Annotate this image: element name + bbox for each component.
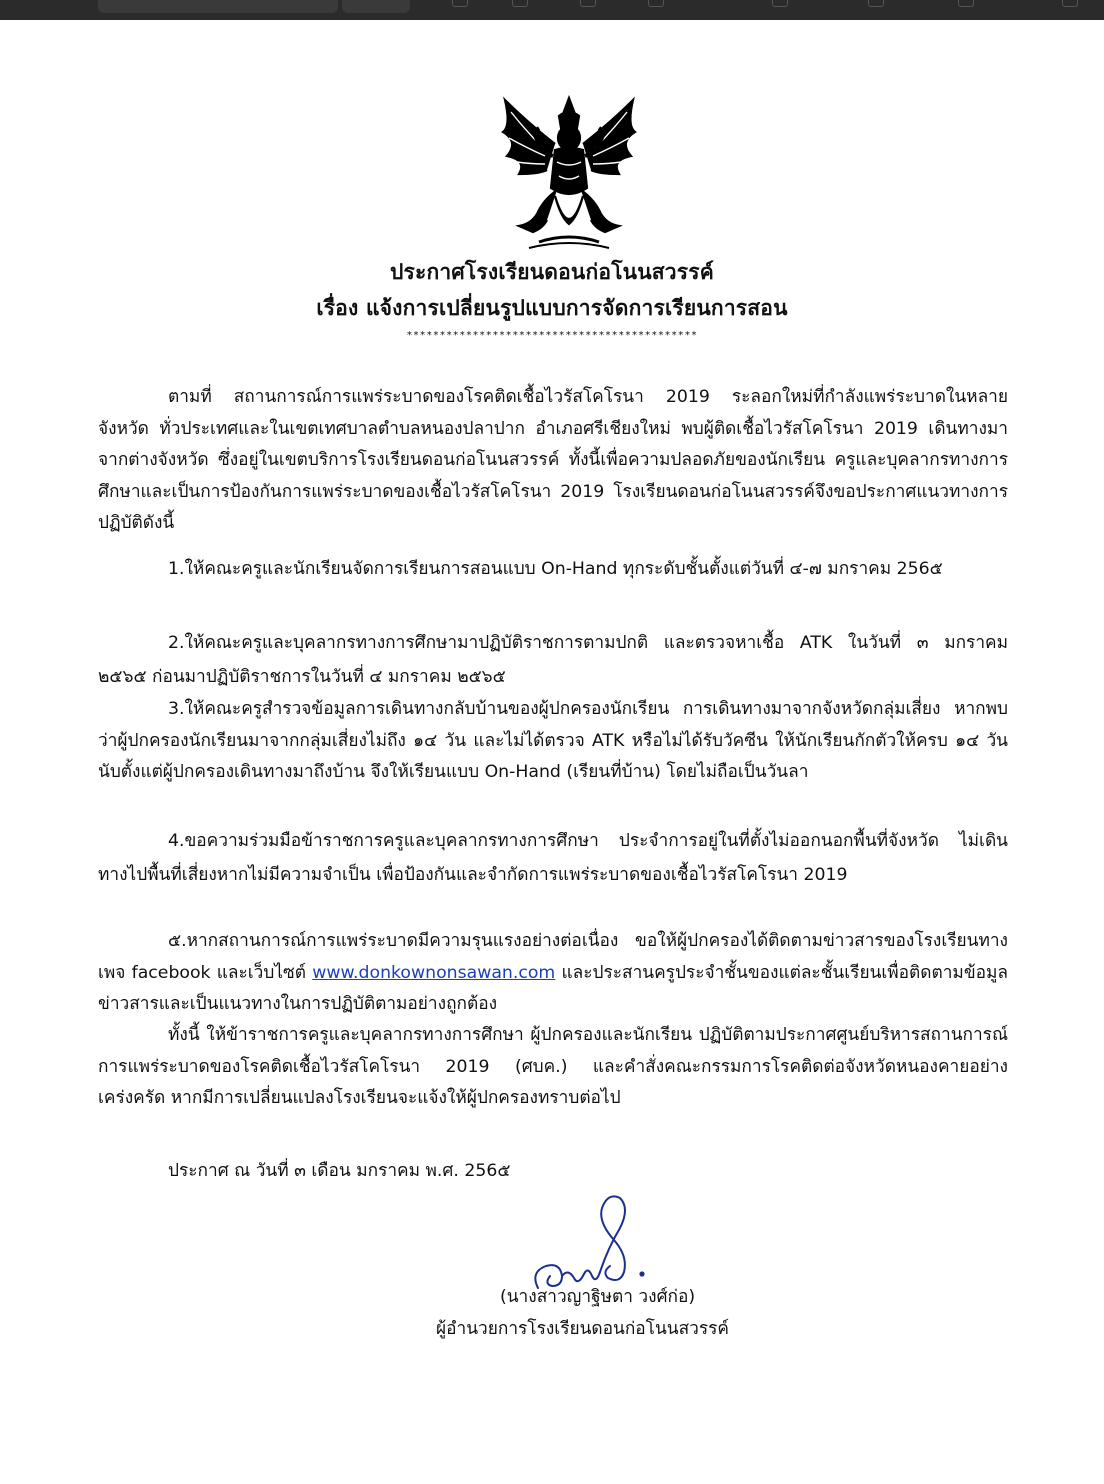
item-2 — [98, 626, 1008, 694]
toolbar-icon[interactable] — [772, 0, 788, 7]
signer-position: ผู้อำนวยการโรงเรียนดอนก่อโนนสวรรค์ — [436, 1319, 729, 1339]
document-title: ประกาศโรงเรียนดอนก่อโนนสวรรค์ — [390, 260, 714, 284]
toolbar-icon[interactable] — [648, 0, 664, 7]
item-5-text — [98, 926, 1008, 1021]
viewer-toolbar — [0, 0, 1104, 20]
toolbar-icon[interactable] — [580, 0, 596, 7]
document-subject: เรื่อง แจ้งการเปลี่ยนรูปแบบการจัดการเรียนการสอน — [316, 296, 788, 320]
announcement-date: ประกาศ ณ วันที่ ๓ เดือน มกราคม พ.ศ. 256๕ — [168, 1161, 511, 1181]
document-body — [98, 382, 1008, 540]
intro-paragraph: ตามที่ สถานการณ์การแพร่ระบาดของโรคติดเชื้อไวรัสโคโรนา 2019 ระลอกใหม่ที่กำลังแพร่ระบาดในหลายจังหวัด ทั่วประเทศและในเขตเทศบาลตำบลหนองปลาปาก อำเภอศรีเชียงใหม่ พบผู้ติดเชื้อไวรัสโคโรนา 2019 เดินทางมาจากต่างจังหวัด ซึ่งอยู่ในเขตบริการโรงเรียนดอนก่อโนนสวรรค์ ทั้งนี้เพื่อความปลอดภัยของนักเรียน ครูและบุคลากรทางการศึกษาและเป็นการป้องกันการแพร่ระบาดของเชื้อไวรัสโคโรนา 2019 โรงเรียนดอนก่อโนนสวรรค์จึงขอประกาศแนวทางการปฏิบัติดังนี้ — [98, 387, 1008, 533]
item-1-text: 1.ให้คณะครูและนักเรียนจัดการเรียนการสอนแบบ On-Hand ทุกระดับชั้นตั้งแต่วันที่ ๔-๗ มกราคม 256๕ — [168, 559, 943, 579]
item-2-text: 2.ให้คณะครูและบุคลากรทางการศึกษามาปฏิบัติราชการตามปกติ และตรวจหาเชื้อ ATK ในวันที่ ๓ มกราคม ๒๕๖๕ ก่อนมาปฏิบัติราชการในวันที่ ๔ มกราคม ๒๕๖๕ — [98, 633, 1008, 687]
document-page — [0, 20, 1104, 1484]
item-5-pre: ๕.หากสถานการณ์การแพร่ระบาดมีความรุนแรงอย่างต่อเนื่อง ขอให้ผู้ปกครองได้ติดตามข่าวสารของโรงเรียนทางเพจ facebook และเว็บไซต์ — [98, 931, 1008, 983]
item-1 — [98, 550, 1008, 588]
item-3 — [98, 694, 1008, 789]
signer-name: (นางสาวญาฐิษตา วงศ์ก่อ) — [500, 1287, 696, 1307]
item-5 — [98, 926, 1008, 1021]
toolbar-icon[interactable] — [452, 0, 468, 7]
website-link[interactable]: www.donkownonsawan.com — [312, 962, 556, 983]
item-3-text: 3.ให้คณะครูสำรวจข้อมูลการเดินทางกลับบ้านของผู้ปกครองนักเรียน การเดินทางมาจากจังหวัดกลุ่มเสี่ยง หากพบว่าผู้ปกครองนักเรียนมาจากกลุ่มเสี่ยงไม่ถึง ๑๔ วัน และไม่ได้ตรวจ ATK หรือไม่ได้รับวัคซีน ให้นักเรียนกักตัวให้ครบ ๑๔ วัน นับตั้งแต่ผู้ปกครองเดินทางมาถึงบ้าน จึงให้เรียนแบบ On-Hand (เรียนที่บ้าน) โดยไม่ถือเป็นวันลา — [98, 699, 1008, 782]
garuda-emblem-icon — [497, 92, 641, 252]
closing-text: ทั้งนี้ ให้ข้าราชการครูและบุคลากรทางการศึกษา ผู้ปกครองและนักเรียน ปฏิบัติตามประกาศศูนย์บริหารสถานการณ์การแพร่ระบาดของโรคติดเชื้อไวรัสโคโรนา 2019 (ศบค.) และคำสั่งคณะกรรมการโรคติดต่อจังหวัดหนองคายอย่างเคร่งครัด หากมีการเปลี่ยนแปลงโรงเรียนจะแจ้งให้ผู้ปกครองทราบต่อไป — [98, 1025, 1008, 1108]
toolbar-tab[interactable] — [342, 0, 410, 13]
item-4-text: 4.ขอความร่วมมือข้าราชการครูและบุคลากรทางการศึกษา ประจำการอยู่ในที่ตั้งไม่ออกนอกพื้นที่จังหวัด ไม่เดินทางไปพื้นที่เสี่ยงหากไม่มีความจำเป็น เพื่อป้องกันและจำกัดการแพร่ระบาดของเชื้อไวรัสโคโรนา 2019 — [98, 831, 1008, 885]
toolbar-tab[interactable] — [98, 0, 338, 13]
toolbar-icon[interactable] — [1062, 0, 1078, 7]
closing — [98, 1020, 1008, 1115]
toolbar-icon[interactable] — [958, 0, 974, 7]
item-5-post: และประสานครูประจำชั้นของแต่ละชั้นเรียนเพื่อติดตามข้อมูลข่าวสารและเป็นแนวทางในการปฏิบัติตามอย่างถูกต้อง — [98, 962, 1008, 1014]
toolbar-icon[interactable] — [868, 0, 884, 7]
item-4 — [98, 824, 1008, 892]
title-separator: ******************************************** — [406, 330, 698, 341]
toolbar-icon[interactable] — [512, 0, 528, 7]
